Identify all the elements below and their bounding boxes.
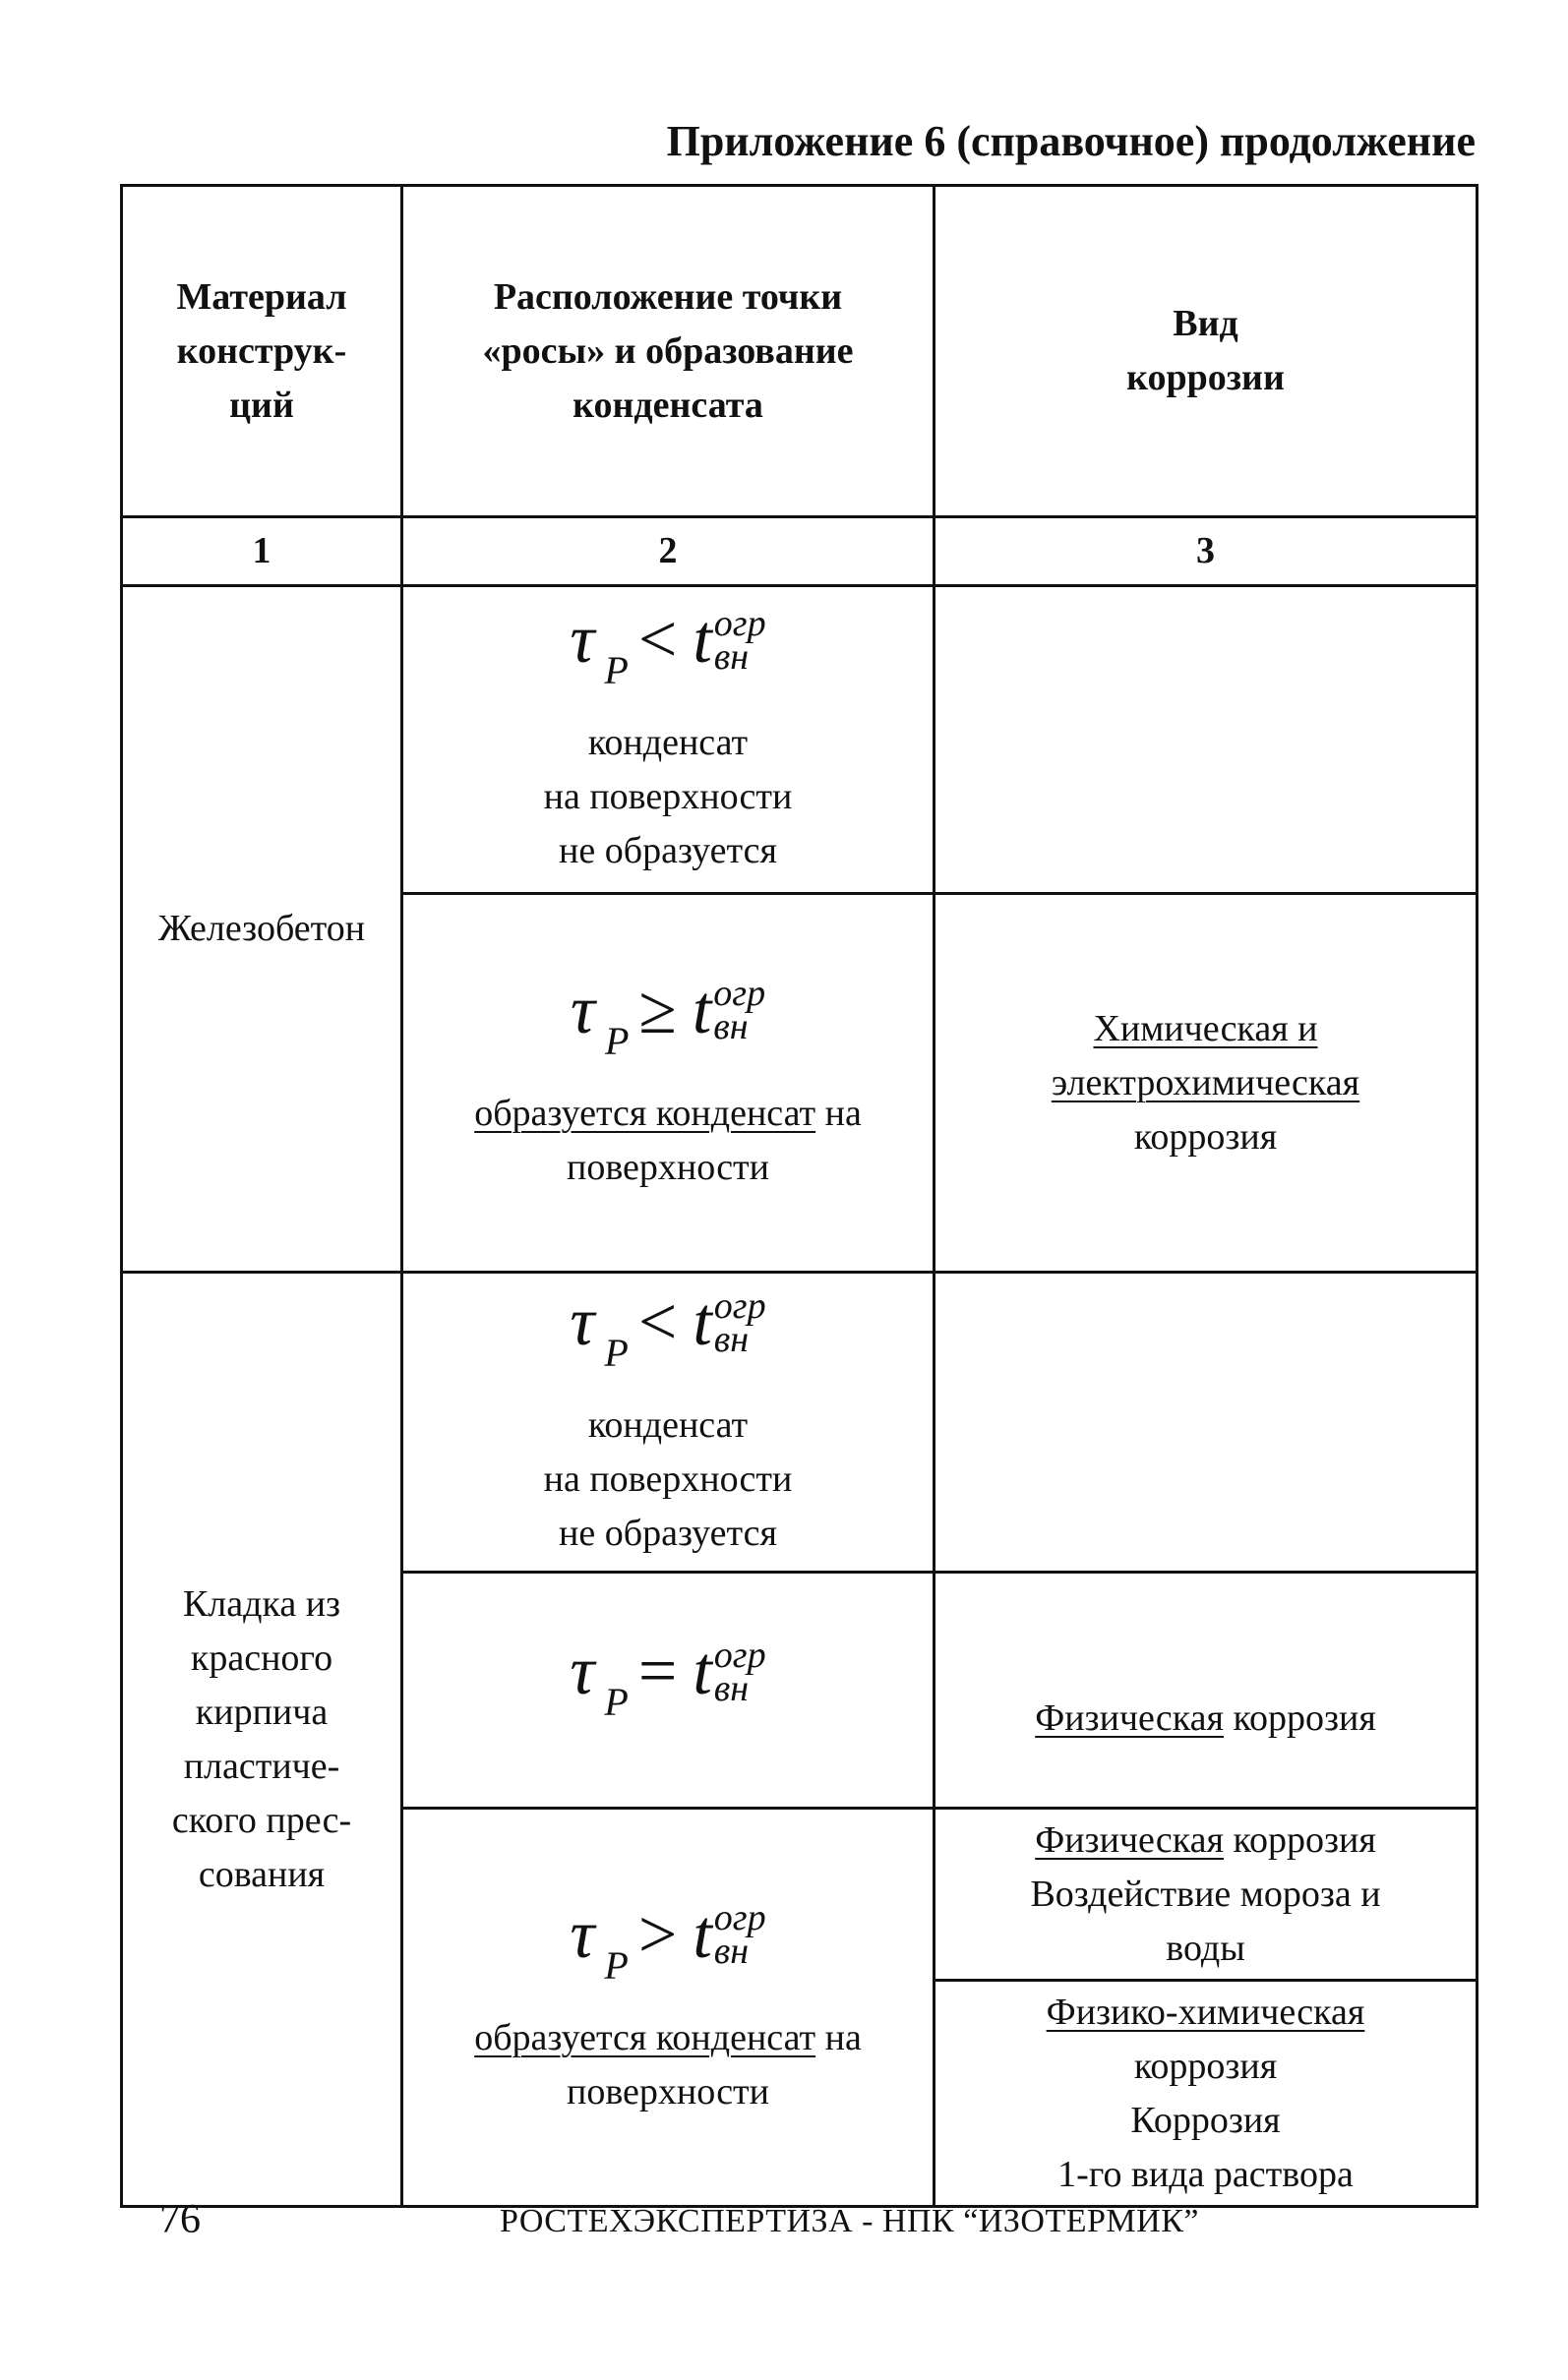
- brick-condition-eq: [402, 1573, 935, 1809]
- corrosion-table: [120, 184, 1478, 2208]
- header-corrosion-type: Вид коррозии: [935, 186, 1478, 517]
- header-dew-point: Расположение точки «росы» и образование конденсата: [402, 186, 935, 517]
- formula-tau-geq-t: τ $_P$ ≥ t огр вн: [570, 972, 766, 1063]
- col-number-1: 1: [122, 517, 402, 586]
- formula-tau-greater-t: τ $_P$ > t огр вн: [570, 1896, 766, 1988]
- concrete-row-1: [122, 586, 1478, 894]
- column-number-row: [122, 517, 1478, 586]
- concrete-corrosion-chemical: Химическая и электрохимическая коррозия: [935, 894, 1478, 1273]
- page-number: 76: [159, 2197, 201, 2242]
- material-concrete: Железобетон: [122, 586, 402, 1273]
- concrete-condition-less: τ $_P$ < t огр вн конденсат на поверхности не образуется: [402, 586, 935, 894]
- formula-tau-less-t: τ $_P$ < t огр вн: [570, 602, 766, 692]
- col-number-3: 3: [935, 517, 1478, 586]
- appendix-caption: Приложение 6 (справочное) продолжение: [666, 117, 1476, 165]
- formula-tau-eq-t: τ $_P$ = t огр вн: [570, 1634, 766, 1724]
- brick-corrosion-empty: [935, 1273, 1478, 1573]
- brick-row-1: [122, 1273, 1478, 1573]
- publisher-footer: РОСТЕХЭКСПЕРТИЗА - НПК “ИЗОТЕРМИК”: [500, 2203, 1199, 2239]
- material-brick: Кладка из красного кирпича пластиче- ского прес- сования: [122, 1273, 402, 2207]
- header-material: Материал конструк- ций: [122, 186, 402, 517]
- concrete-condition-geq: τ $_P$ ≥ t огр вн образуется конденсат на поверхности: [402, 894, 935, 1273]
- col-number-2: 2: [402, 517, 935, 586]
- brick-corrosion-frost: Физическая коррозия Воздействие мороза и воды: [935, 1809, 1478, 1981]
- formula-tau-less-t-brick: τ $_P$ < t огр вн: [570, 1284, 766, 1375]
- concrete-corrosion-empty: [935, 586, 1478, 894]
- brick-corrosion-physchem: Физико-химическая коррозия Коррозия 1-го вида раствора: [935, 1981, 1478, 2207]
- brick-condition-greater: τ $_P$ > t огр вн образуется конденсат на поверхности: [402, 1809, 935, 2207]
- brick-condition-less: τ $_P$ < t огр вн конденсат на поверхности не образуется: [402, 1273, 935, 1573]
- header-row: [122, 186, 1478, 517]
- brick-corrosion-physical: Физическая коррозия: [935, 1573, 1478, 1809]
